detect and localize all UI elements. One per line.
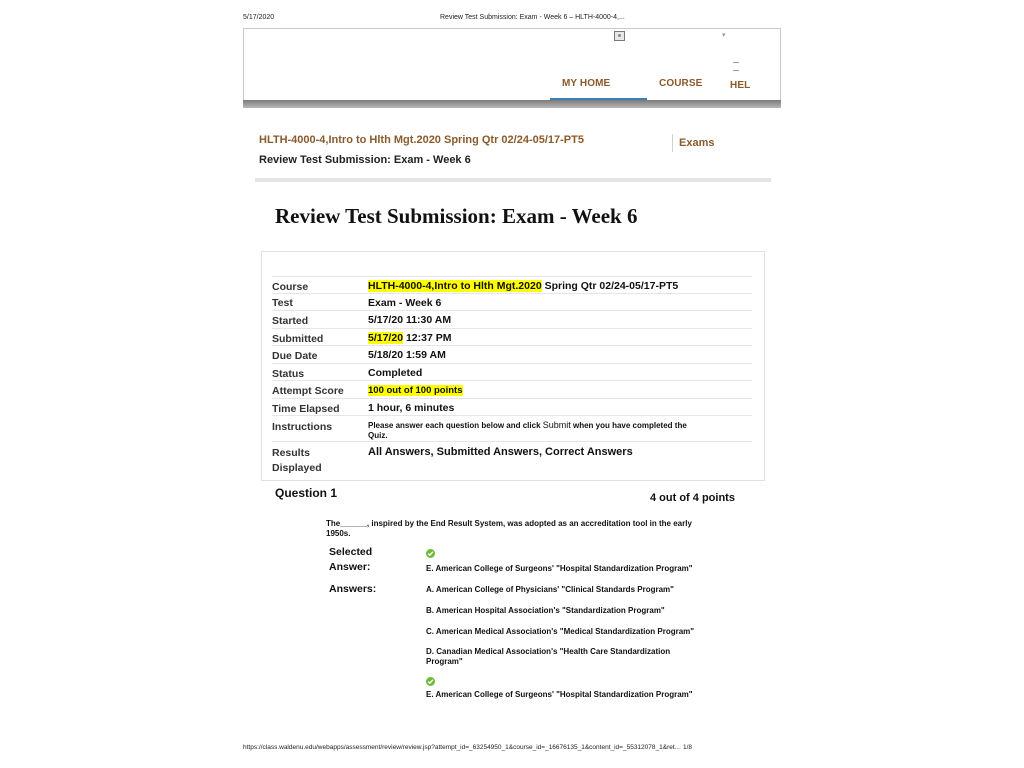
row-status — [272, 363, 752, 381]
course-value — [368, 280, 678, 292]
nav-bar — [243, 100, 781, 108]
test-label: Test — [272, 297, 293, 309]
course-value-highlight: HLTH-4000-4,Intro to Hlth Mgt.2020 — [368, 280, 542, 292]
attempt-score-value: 100 out of 100 points — [368, 385, 463, 396]
question-title: Question 1 — [275, 486, 338, 500]
answer-option-a: A. American College of Physicians' "Clinical Standards Program" — [426, 585, 674, 594]
submitted-value — [368, 332, 452, 344]
question-text — [326, 519, 746, 539]
selected-answer-label — [329, 545, 372, 575]
page-title: Review Test Submission: Exam - Week 6 — [275, 204, 638, 228]
time-elapsed-label: Time Elapsed — [272, 403, 340, 415]
row-due-date — [272, 345, 752, 364]
answer-option-e: E. American College of Surgeons' "Hospital Standardization Program" — [426, 690, 693, 699]
question-text-line1: The______, inspired by the End Result System, was adopted as an accreditation tool in the early — [326, 519, 692, 528]
breadcrumb-divider — [672, 134, 673, 152]
question-text-line2: 1950s. — [326, 529, 351, 538]
instructions-text-line2: Quiz. — [368, 431, 388, 440]
nav-divider — [733, 62, 739, 63]
checkmark-circle-icon — [426, 549, 435, 558]
selected-answer: E. American College of Surgeons' "Hospital Standardization Program" — [426, 564, 693, 573]
breadcrumb-exams[interactable]: Exams — [679, 137, 715, 149]
status-label: Status — [272, 368, 305, 380]
due-date-value: 5/18/20 1:59 AM — [368, 349, 446, 361]
answer-option-d-line2: Program" — [426, 657, 463, 666]
selected-label-line1: Selected — [329, 546, 373, 558]
time-elapsed-value: 1 hour, 6 minutes — [368, 402, 455, 414]
print-title: Review Test Submission: Exam - Week 6 – HLTH-4000-4,... — [440, 14, 625, 21]
nav-my-home[interactable]: MY HOME — [562, 78, 611, 89]
nav-help[interactable]: HEL — [730, 80, 751, 91]
breadcrumb-shadow — [255, 178, 771, 182]
breadcrumb-course[interactable]: HLTH-4000-4,Intro to Hlth Mgt.2020 Spring Qtr 02/24-05/17-PT5 — [259, 134, 584, 146]
attempt-score-label: Attempt Score — [272, 385, 344, 397]
row-instructions — [272, 415, 752, 442]
results-label-line2: Displayed — [272, 462, 322, 474]
breadcrumb-current: Review Test Submission: Exam - Week 6 — [259, 154, 471, 166]
submitted-value-rest: 12:37 PM — [403, 332, 452, 344]
answer-option-d — [426, 647, 670, 667]
answer-option-d-line1: D. Canadian Medical Association's "Health Care Standardization — [426, 647, 671, 656]
row-submitted — [272, 328, 752, 346]
row-course — [272, 276, 752, 294]
started-label: Started — [272, 315, 309, 327]
due-date-label: Due Date — [272, 350, 318, 362]
row-results-displayed — [272, 441, 752, 476]
results-displayed-label — [272, 446, 322, 476]
course-label: Course — [272, 281, 309, 293]
test-value: Exam - Week 6 — [368, 297, 442, 309]
row-time-elapsed — [272, 398, 752, 416]
status-value: Completed — [368, 367, 423, 379]
answer-option-c: C. American Medical Association's "Medical Standardization Program" — [426, 627, 695, 636]
answer-option-b: B. American Hospital Association's "Standardization Program" — [426, 606, 665, 615]
instructions-text-end: when you have completed the — [570, 421, 687, 430]
instructions-text: Please answer each question below and click — [368, 421, 543, 430]
question-points: 4 out of 4 points — [650, 492, 735, 504]
course-value-rest: Spring Qtr 02/24-05/17-PT5 — [541, 280, 679, 292]
print-footer-url: https://class.waldenu.edu/webapps/assessment/review/review.jsp?attempt_id=_63254950_1&course_id=_16676135_1&content_id=_55312078_1&ret… 1/8 — [243, 744, 692, 751]
started-value: 5/17/20 11:30 AM — [368, 314, 452, 326]
row-test — [272, 293, 752, 311]
nav-divider — [733, 70, 739, 71]
submitted-label: Submitted — [272, 333, 324, 345]
nav-course[interactable]: COURSE — [659, 78, 703, 89]
results-label-line1: Results — [272, 447, 310, 459]
avatar-icon[interactable] — [614, 31, 625, 41]
submitted-value-highlight: 5/17/20 — [368, 332, 404, 344]
instructions-submit-word: Submit — [542, 420, 571, 430]
results-displayed-value: All Answers, Submitted Answers, Correct Answers — [368, 446, 633, 458]
checkmark-circle-icon — [426, 677, 435, 686]
chevron-down-icon[interactable]: ▾ — [722, 32, 726, 39]
row-attempt-score — [272, 380, 752, 399]
instructions-label: Instructions — [272, 421, 333, 433]
row-started — [272, 310, 752, 329]
top-navigation — [243, 28, 781, 101]
answers-label: Answers: — [329, 583, 377, 595]
instructions-value — [368, 420, 687, 441]
print-date: 5/17/2020 — [243, 14, 275, 21]
selected-label-line2: Answer: — [329, 561, 371, 573]
